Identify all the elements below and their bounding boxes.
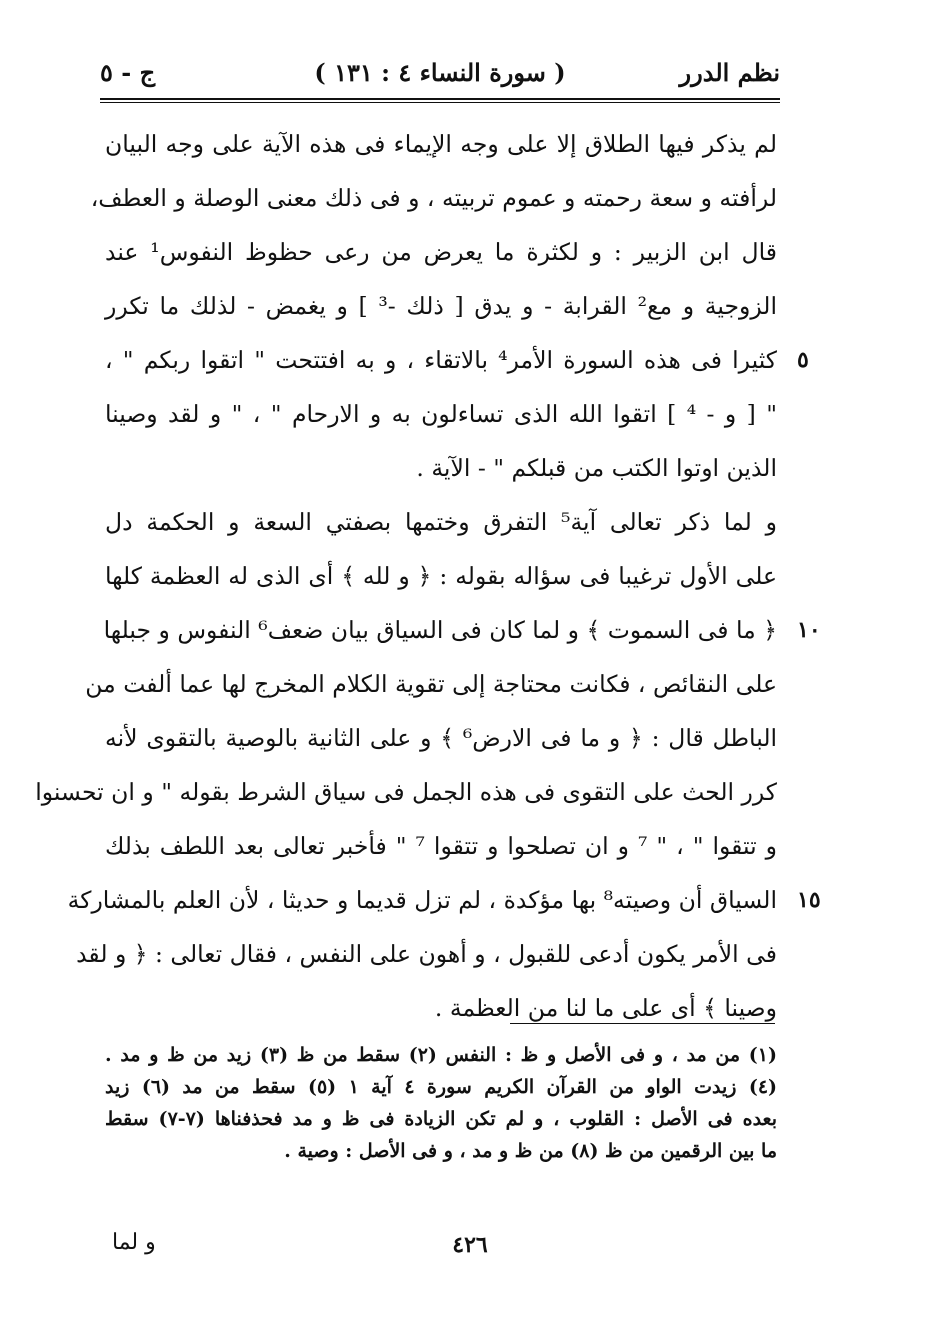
footnote-line: ما بين الرقمين من ظ (٨) من ظ و مد ، و فى الأصل : وصية .	[284, 1140, 777, 1162]
running-head	[100, 54, 780, 98]
text-line: كرر الحث على التقوى فى هذه الجمل فى سياق الشرط بقوله " و ان تحسنوا	[35, 778, 777, 806]
text-line: لرأفته و سعة رحمته و عموم تربيته ، و فى ذلك معنى الوصلة و العطف،	[90, 184, 777, 212]
line-number: ١٥	[797, 887, 821, 913]
catchword: و لما	[112, 1230, 156, 1255]
text-line: و لما ذكر تعالى آية⁵ التفرق وختمها بصفتي السعة و الحكمة دل	[105, 508, 777, 536]
text-line: ١٠ ﴿ ما فى السموت ﴾ و لما كان فى السياق بيان ضعف⁶ النفوس و جبلها	[105, 606, 777, 660]
text-line: الزوجية و مع² القرابة - و يدق [ ذلك -³ ] و يغمض - لذلك ما تكرر	[105, 292, 777, 320]
line-number: ٥	[797, 347, 809, 373]
text-line: لم يذكر فيها الطلاق إلا على وجه الإيماء فى هذه الآية على وجه البيان	[105, 130, 777, 158]
text-line: فى الأمر يكون أدعى للقبول ، و أهون على النفس ، فقال تعالى : ﴿ و لقد	[76, 940, 777, 968]
text-line: ٥ كثيرا فى هذه السورة الأمر⁴ بالاتقاء ، و به افتتحت " اتقوا ربكم " ،	[105, 336, 777, 390]
footnotes	[105, 1040, 777, 1168]
book-title: نظم الدرر	[679, 58, 780, 87]
text-line: ١٥ السياق أن وصيته⁸ بها مؤكدة ، لم تزل قديما و حديثا ، لأن العلم بالمشاركة	[105, 876, 777, 930]
footnote-line: بعده فى الأصل : القلوب ، و لم تكن الزيادة فى ظ و مد فحذفناها (٧-٧) سقط	[105, 1108, 778, 1130]
surah-reference: ( سورة النساء ٤ : ١٣١ )	[314, 58, 566, 87]
text-line: قال ابن الزبير : و لكثرة ما يعرض من رعى حظوظ النفوس¹ عند	[105, 238, 778, 266]
header-rule	[100, 98, 780, 103]
footnote-line: (١) من مد ، و فى الأصل و ظ : النفس (٢) سقط من ظ (٣) زيد من ظ و مد .	[105, 1044, 777, 1066]
text-line: و تتقوا " ، " ⁷ و ان تصلحوا و تتقوا ⁷ " فأخبر تعالى بعد اللطف بذلك	[105, 832, 777, 860]
text-line: الذين اوتوا الكتب من قبلكم " - الآية .	[416, 454, 777, 482]
line-number: ١٠	[797, 617, 821, 643]
text-line: على الأول ترغيبا فى سؤاله بقوله : ﴿ و لله ﴾ أى الذى له العظمة كلها	[105, 562, 777, 590]
footnote-line: (٤) زيدت الواو من القرآن الكريم سورة ٤ آية ١ (٥) سقط من مد (٦) زيد	[105, 1076, 778, 1098]
volume-number: ج - ٥	[100, 58, 156, 87]
text-line: على النقائص ، فكانت محتاجة إلى تقوية الكلام المخرج لها عما ألفت من	[85, 670, 777, 698]
text-line: وصينا ﴾ أى على ما لنا من العظمة .	[434, 994, 777, 1022]
footnote-rule	[510, 1023, 775, 1024]
page-number: ٤٢٦	[452, 1232, 488, 1258]
text-line: الباطل قال : ﴿ و ما فى الارض⁶ ﴾ و على الثانية بالوصية بالتقوى لأنه	[105, 724, 778, 752]
text-line: " [ و - ⁴ ] اتقوا الله الذى تساءلون به و الارحام " ، " و لقد وصينا	[105, 400, 777, 428]
main-text	[35, 120, 821, 1038]
